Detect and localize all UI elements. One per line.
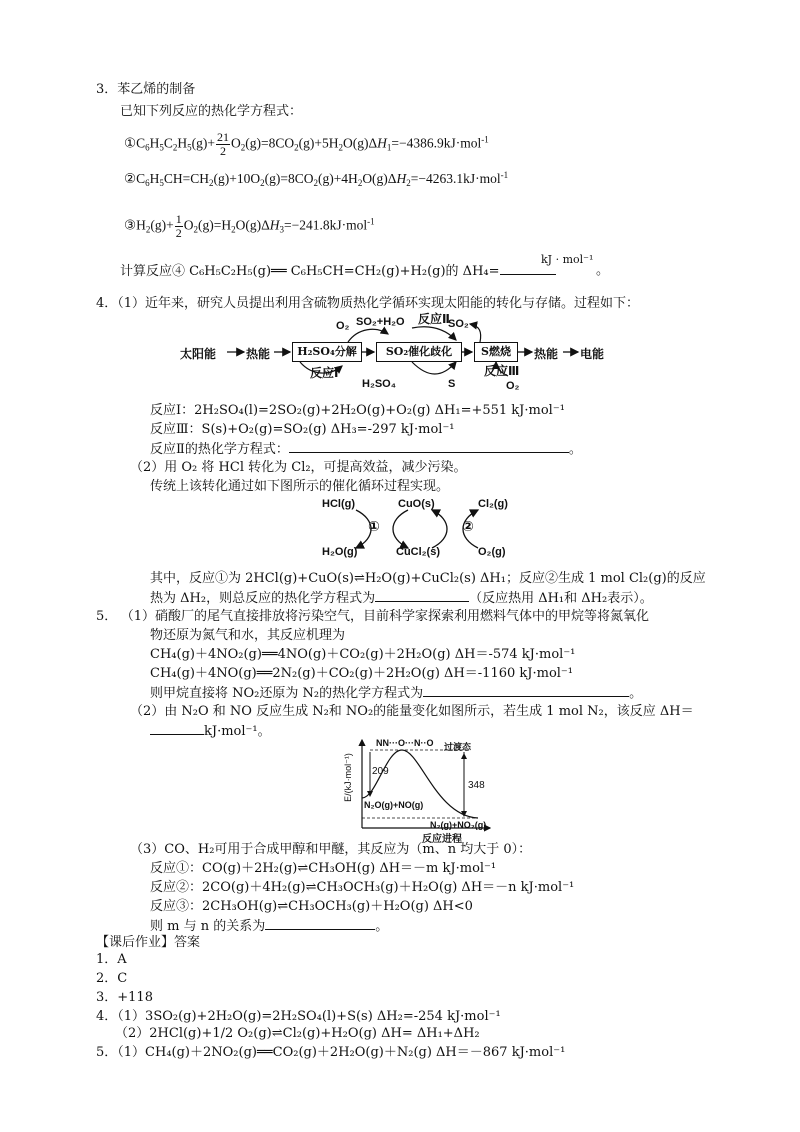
q5-part1-question: 则甲烷直接将 NO₂还原为 N₂的热化学方程式为 。: [150, 686, 643, 701]
q4-total-equation-blank[interactable]: [375, 589, 469, 602]
box-so2-disproportionation: SO₂催化歧化: [376, 342, 462, 362]
label-top-so2: SO₂: [448, 318, 469, 330]
species-cucl2: CuCl₂(s): [396, 546, 440, 558]
answer-5-part1: 5．（1）CH₄(g)＋2NO₂(g)══CO₂(g)＋2H₂O(g)＋N₂(g) ΔH＝－867 kJ·mol⁻¹: [96, 1045, 566, 1060]
catalytic-cycle-diagram: [320, 496, 520, 562]
box-h2so4-decomposition: H₂SO₄分解: [292, 342, 362, 362]
transition-state-label: 过渡态: [444, 742, 472, 752]
q3-intro: 已知下列反应的热化学方程式：: [120, 104, 303, 119]
label-bottom-h2so4: H₂SO₄: [362, 378, 396, 390]
q3-equation-1: $①C_6H_5C_2H_5(g)+$ $\frac{21}{2}$ $O_2(g)=8CO_2(g)+5H_2O(g)\Delta H_1=-4386.9kJ\cdot mol^{-1}$: [124, 130, 489, 158]
q4-part2-intro: （2）用 O₂ 将 HCl 转化为 Cl₂，可提高效益，减少污染。: [130, 460, 467, 475]
energy-value-209: 209: [372, 766, 389, 777]
energy-diagram: [340, 736, 500, 845]
species-hcl: HCl(g): [322, 498, 355, 510]
species-o2: O₂(g): [478, 546, 506, 558]
label-reaction-1: 反应Ⅰ: [310, 366, 339, 380]
q4-part2-line2: 热为 ΔH₂，则总反应的热化学方程式为 （反应热用 ΔH₁和 ΔH₂表示）。: [150, 591, 653, 606]
q4-part2-line1: 其中，反应①为 2HCl(g)+CuO(s)⇌H₂O(g)+CuCl₂(s) ΔH₁；反应②生成 1 mol Cl₂(g)的反应: [150, 571, 706, 586]
transition-state-species: NN···O···N··O: [376, 738, 434, 748]
label-electric-energy: 电能: [580, 347, 605, 361]
q5-part2-blank[interactable]: [150, 722, 204, 735]
answers-header: 【课后作业】答案: [96, 935, 201, 950]
answer-2: 2．C: [96, 971, 128, 986]
label-top-so2-h2o: SO₂+H₂O: [356, 316, 405, 328]
energy-y-axis-label: E/(kJ·mol⁻¹): [342, 753, 353, 802]
label-reaction-2: 反应Ⅱ: [418, 312, 450, 326]
energy-value-348: 348: [468, 780, 485, 791]
cycle-label-2: ②: [462, 518, 474, 534]
q5-equation-2: CH₄(g)＋4NO(g)══2N₂(g)＋CO₂(g)＋2H₂O(g) ΔH＝-1160 kJ·mol⁻¹: [150, 666, 574, 681]
label-solar-energy: 太阳能: [180, 347, 217, 361]
reactants-label: N₂O(g)+NO(g): [364, 800, 424, 810]
q5-part2-line1: （2）由 N₂O 和 NO 反应生成 N₂和 NO₂的能量变化如图所示，若生成 1 mol N₂，该反应 ΔH＝: [130, 704, 694, 719]
q4-part2-intro-2: 传统上该转化通过如下图所示的催化循环过程实现。: [150, 479, 450, 494]
energy-x-axis-label: 反应进程: [422, 834, 462, 845]
q5-part1-line1: 5． （1）硝酸厂的尾气直接排放将污染空气，目前科学家探索利用燃料气体中的甲烷等将氮氧化: [96, 609, 650, 624]
q3-unit: kJ · mol⁻¹: [541, 253, 594, 266]
q5-part3-intro: （3）CO、H₂可用于合成甲醇和甲醚，其反应为（m、n 均大于 0）：: [130, 842, 532, 857]
q5-part1-blank[interactable]: [423, 684, 629, 697]
q5-part3-reaction-2: 反应②：2CO(g)＋4H₂(g)⇌CH₃OCH₃(g)＋H₂O(g) ΔH＝－n kJ·mol⁻¹: [150, 880, 575, 895]
q5-equation-1: CH₄(g)＋4NO₂(g)══4NO(g)＋CO₂(g)＋2H₂O(g) ΔH＝-574 kJ·mol⁻¹: [150, 647, 576, 662]
q3-heading: 3．苯乙烯的制备: [96, 82, 196, 97]
label-heat-energy-1: 热能: [246, 347, 271, 361]
q5-part2-line2: kJ·mol⁻¹。: [150, 722, 271, 740]
label-bottom-s: S: [448, 378, 456, 390]
label-heat-energy-2: 热能: [534, 347, 559, 361]
cycle-label-1: ①: [368, 518, 380, 534]
q5-part3-blank[interactable]: [265, 917, 375, 930]
label-reaction-3: 反应Ⅲ: [484, 364, 520, 378]
q4-reaction-3: 反应Ⅲ：S(s)+O₂(g)=SO₂(g) ΔH₃=-297 kJ·mol⁻¹: [150, 422, 455, 437]
q4-reaction-2-blank[interactable]: [289, 440, 569, 453]
label-top-o2: O₂: [336, 320, 350, 332]
sulfur-cycle-diagram: [180, 312, 640, 396]
answer-4-part2: （2）2HCl(g)+1/2 O₂(g)⇌Cl₂(g)+H₂O(g) ΔH= ΔH₁+ΔH₂: [115, 1026, 480, 1041]
species-cuo: CuO(s): [398, 498, 435, 510]
q5-part3-question: 则 m 与 n 的关系为 。: [150, 919, 389, 934]
q3-equation-3: $③H_2(g)+$ $\frac{1}{2}$ $O_2(g)=H_2O(g)\Delta H_3=-241.8kJ\cdot mol^{-1}$: [124, 212, 375, 240]
answer-4-part1: 4．（1）3SO₂(g)+2H₂O(g)=2H₂SO₄(l)+S(s) ΔH₂=-254 kJ·mol⁻¹: [96, 1009, 501, 1024]
species-h2o: H₂O(g): [322, 546, 358, 558]
box-s-combustion: S燃烧: [474, 342, 518, 362]
q3-question: 计算反应④ C₆H₅C₂H₅(g)══ C₆H₅CH=CH₂(g)+H₂(g)的 ΔH₄=: [120, 262, 556, 280]
q5-part1-line2: 物还原为氮气和水，其反应机理为: [150, 628, 346, 643]
q4-reaction-1: 反应Ⅰ：2H₂SO₄(l)=2SO₂(g)+2H₂O(g)+O₂(g) ΔH₁=+551 kJ·mol⁻¹: [150, 403, 565, 418]
q4-reaction-2-question: 反应Ⅱ的热化学方程式： 。: [150, 442, 582, 457]
products-label: N₂(g)+NO₂(g): [430, 820, 487, 830]
species-cl2: Cl₂(g): [478, 498, 508, 510]
q4-part1-intro: 4．（1）近年来，研究人员提出利用含硫物质热化学循环实现太阳能的转化与存储。过程如下：: [96, 296, 640, 311]
q3-equation-2: $②C_6H_5CH=CH_2(g)+10O_2(g)=8CO_2(g)+4H_2O(g)\Delta H_2=-4263.1kJ\cdot mol^{-1}$: [124, 170, 509, 188]
q5-part3-reaction-1: 反应①：CO(g)＋2H₂(g)⇌CH₃OH(g) ΔH＝－m kJ·mol⁻¹: [150, 861, 497, 876]
q5-part3-reaction-3: 反应③：2CH₃OH(g)⇌CH₃OCH₃(g)＋H₂O(g) ΔH<0: [150, 899, 473, 914]
answer-3: 3．+118: [96, 990, 153, 1005]
q3-end: 。: [596, 263, 610, 278]
label-bottom-o2: O₂: [506, 380, 520, 392]
answer-1: 1．A: [96, 952, 127, 967]
